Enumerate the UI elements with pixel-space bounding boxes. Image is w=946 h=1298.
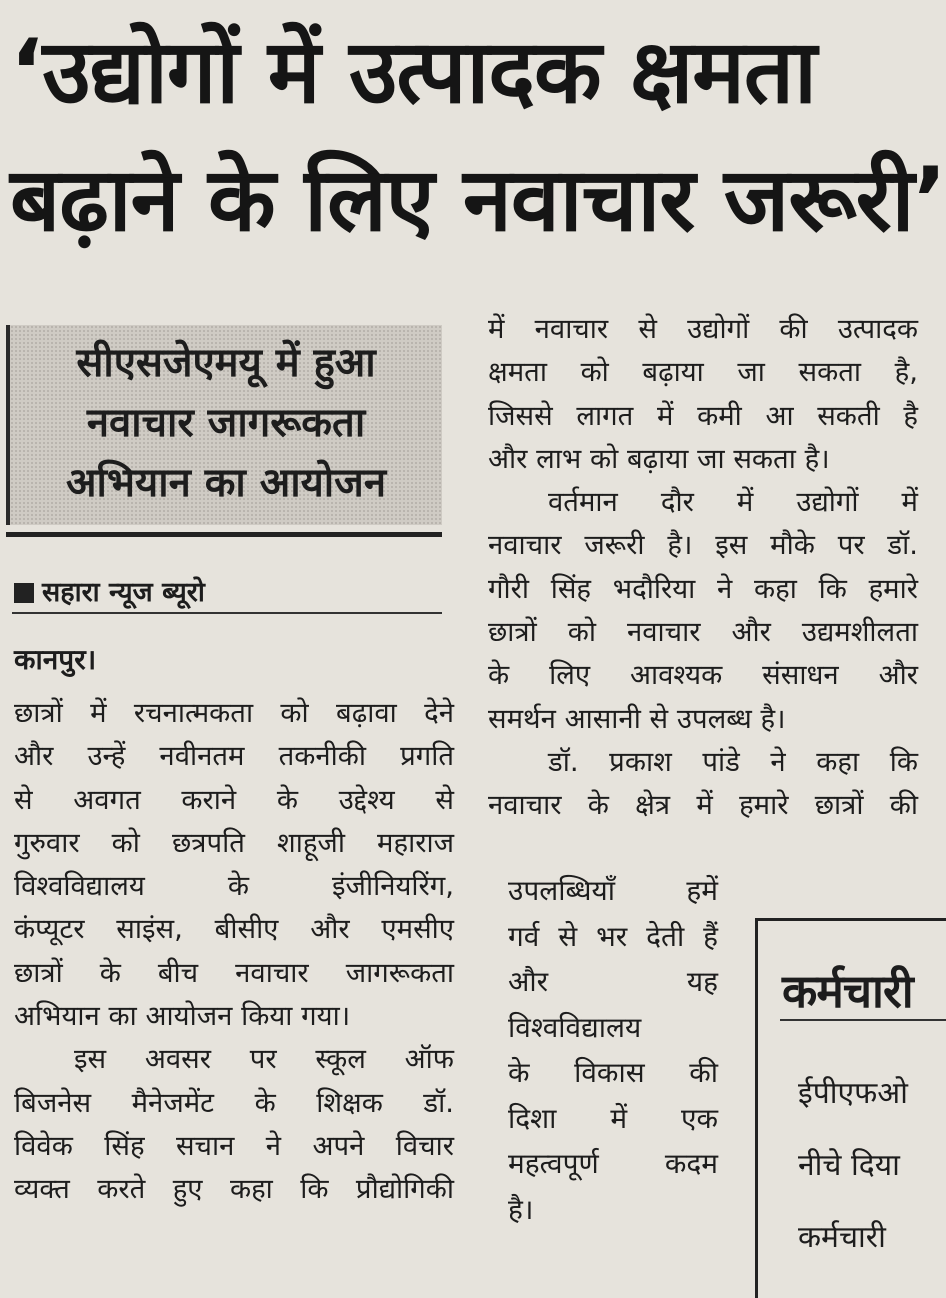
text-line: और उन्हें नवीनतम तकनीकी प्रगति — [14, 740, 454, 773]
subheadline-box — [6, 325, 442, 525]
text-line: इस अवसर पर स्कूल ऑफ — [74, 1043, 454, 1076]
adjacent-article-title: कर्मचारी — [782, 964, 913, 1018]
text-line: नवाचार के क्षेत्र में हमारे छात्रों की — [488, 789, 918, 822]
text-line: और यह — [508, 965, 718, 998]
text-line: डॉ. प्रकाश पांडे ने कहा कि — [548, 745, 918, 778]
text-line: विश्वविद्यालय — [508, 1010, 642, 1044]
text-line: है। — [508, 1192, 534, 1226]
byline-text: सहारा न्यूज ब्यूरो — [42, 577, 205, 608]
dateline: कानपुर। — [14, 643, 97, 676]
text-line: उपलब्धियाँ हमें — [508, 874, 718, 907]
headline-line-2: बढ़ाने के लिए नवाचार जरूरी’ — [10, 148, 946, 251]
byline — [14, 572, 205, 609]
text-line: नवाचार जरूरी है। इस मौके पर डॉ. — [488, 529, 918, 562]
text-line: क्षमता को बढ़ाया जा सकता है, — [488, 356, 918, 389]
text-line: विश्वविद्यालय के इंजीनियरिंग, — [14, 870, 454, 903]
thick-divider — [6, 532, 442, 537]
text-line: और लाभ को बढ़ाया जा सकता है। — [488, 442, 830, 475]
adjacent-article-box — [755, 918, 946, 1298]
square-bullet-icon — [14, 583, 34, 603]
headline — [10, 8, 946, 264]
adjacent-article-line-2: नीचे दिया — [798, 1148, 900, 1183]
text-line: छात्रों में रचनात्मकता को बढ़ावा देने — [14, 697, 454, 729]
text-line: छात्रों के बीच नवाचार जागरूकता — [14, 956, 454, 989]
text-line: वर्तमान दौर में उद्योगों में — [548, 486, 918, 519]
text-line: कंप्यूटर साइंस, बीसीए और एमसीए — [14, 913, 454, 946]
text-line: समर्थन आसानी से उपलब्ध है। — [488, 702, 786, 735]
article-column-1 — [14, 692, 454, 1212]
text-line: अभियान का आयोजन किया गया। — [14, 1000, 351, 1033]
text-line: विवेक सिंह सचान ने अपने विचार — [14, 1129, 454, 1162]
text-line: बिजनेस मैनेजमेंट के शिक्षक डॉ. — [14, 1086, 454, 1119]
subheadline-line-3: अभियान का आयोजन — [65, 460, 387, 506]
text-line: गौरी सिंह भदौरिया ने कहा कि हमारे — [488, 572, 918, 605]
adjacent-article-line-1: ईपीएफओ — [798, 1076, 908, 1111]
article-column-3 — [508, 868, 718, 1232]
headline-line-1: ‘उद्योगों में उत्पादक क्षमता — [10, 20, 816, 123]
subheadline-line-1: सीएसजेएमयू में हुआ — [76, 340, 376, 386]
text-line: के विकास की — [508, 1056, 718, 1089]
text-line: जिससे लागत में कमी आ सकती है — [488, 399, 918, 432]
text-line: व्यक्त करते हुए कहा कि प्रौद्योगिकी — [14, 1173, 454, 1206]
thin-divider — [12, 612, 442, 614]
subheadline-line-2: नवाचार जागरूकता — [86, 400, 366, 446]
text-line: गुरुवार को छत्रपति शाहूजी महाराज — [14, 826, 454, 859]
text-line: गर्व से भर देती हैं — [508, 919, 718, 953]
article-column-2 — [488, 308, 918, 828]
text-line: छात्रों को नवाचार और उद्यमशीलता — [488, 616, 918, 649]
text-line: में नवाचार से उद्योगों की उत्पादक — [488, 313, 918, 345]
text-line: दिशा में एक — [508, 1101, 718, 1135]
text-line: के लिए आवश्यक संसाधन और — [488, 659, 918, 692]
adjacent-article-line-3: कर्मचारी — [798, 1220, 886, 1255]
text-line: महत्वपूर्ण कदम — [508, 1147, 718, 1180]
text-line: से अवगत कराने के उद्देश्य से — [14, 783, 454, 816]
adjacent-article-rule — [780, 1019, 946, 1021]
